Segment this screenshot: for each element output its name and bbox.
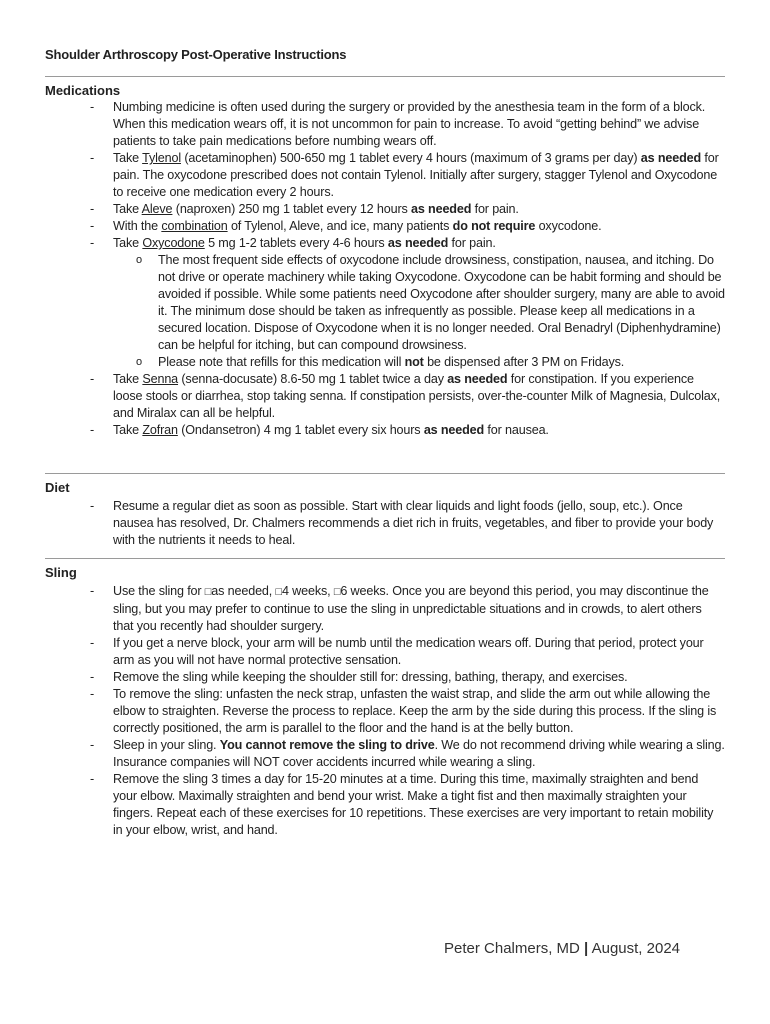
list-item: - Sleep in your sling. You cannot remove the sling to drive. We do not recommend driving while wearing a sling. Insurance companies will NOT cover accidents incurred while wearing a sling.	[45, 737, 725, 771]
list-item: - Take Aleve (naproxen) 250 mg 1 tablet every 12 hours as needed for pain.	[45, 201, 725, 218]
list-item: - Take Zofran (Ondansetron) 4 mg 1 tablet every six hours as needed for nausea.	[45, 422, 725, 439]
drug-name: Zofran	[142, 423, 178, 437]
list-item: - Resume a regular diet as soon as possible. Start with clear liquids and light foods (jello, soup, etc.). Once nausea has resolved, Dr. Chalmers recommends a diet rich in fruits, vegetables, and fiber to provide your body with the nutrients it needs to heal.	[45, 498, 725, 549]
list-item: - Take Tylenol (acetaminophen) 500-650 mg 1 tablet every 4 hours (maximum of 3 grams per day) as needed for pain. The oxycodone prescribed does not contain Tylenol. Initially after surgery, stagger Tylenol and Oxycodone to receive one medication every 2 hours.	[45, 150, 725, 201]
list-item: - If you get a nerve block, your arm will be numb until the medication wears off. During that period, protect your arm as you will not have normal protective sensation.	[45, 635, 725, 669]
drug-name: Aleve	[141, 202, 173, 216]
medications-section	[45, 83, 725, 439]
drug-name: Tylenol	[142, 151, 181, 165]
footer-signature	[444, 940, 680, 957]
list-item: - Remove the sling 3 times a day for 15-20 minutes at a time. During this time, maximally straighten and bend your elbow. Maximally straighten and bend your wrist. Make a tight fist and then maximally straighten your fingers. Repeat each of these exercises for 10 repetitions. These exercises are very important to retain mobility in your elbow, wrist, and hand.	[45, 771, 725, 839]
document-date: August, 2024	[591, 940, 680, 957]
sub-list-item: o The most frequent side effects of oxycodone include drowsiness, constipation, nausea, and itching. Do not drive or operate machinery while taking Oxycodone. Oxycodone can be habit forming and should be avoided if possible. While some patients need Oxycodone after shoulder surgery, many are able to avoid it. The minimum dose should be taken as infrequently as possible. Please keep all medications in a secured location. Dispose of Oxycodone when it is no longer needed. Oral Benadryl (Diphenhydramine) can be helpful for itching, but can compound drowsiness.	[113, 252, 725, 354]
divider	[45, 558, 725, 559]
list-item: - With the combination of Tylenol, Aleve, and ice, many patients do not require oxycodone.	[45, 218, 725, 235]
diet-section	[45, 480, 725, 549]
list-item: - Use the sling for □as needed, □4 weeks, □6 weeks. Once you are beyond this period, you may discontinue the sling, but you may prefer to continue to use the sling in unpredictable situations and in crowds, to alert others that you recently had shoulder surgery.	[45, 583, 725, 635]
section-heading: Sling	[45, 565, 77, 580]
list-item: - Numbing medicine is often used during the surgery or provided by the anesthesia team in the form of a block. When this medication wears off, it is not uncommon for pain to increase. To avoid “getting behind” we advise patients to take pain medications before numbing wears off.	[45, 99, 725, 150]
drug-name: Oxycodone	[142, 236, 205, 250]
list-item: - Take Senna (senna-docusate) 8.6-50 mg 1 tablet twice a day as needed for constipation. If you experience loose stools or diarrhea, stop taking senna. If constipation persists, over-the-counter Milk of Magnesia, Dulcolax, and Miralax can all be helpful.	[45, 371, 725, 422]
checkbox-as-needed[interactable]: □	[204, 586, 212, 598]
section-heading: Diet	[45, 480, 70, 495]
drug-name: Senna	[142, 372, 179, 386]
divider	[45, 473, 725, 474]
list-item: - Remove the sling while keeping the shoulder still for: dressing, bathing, therapy, and exercises.	[45, 669, 725, 686]
sling-section	[45, 565, 725, 839]
checkbox-4-weeks[interactable]: □	[275, 586, 282, 598]
document-title: Shoulder Arthroscopy Post-Operative Instructions	[45, 47, 347, 62]
divider	[45, 76, 725, 77]
author-name: Peter Chalmers, MD	[444, 940, 580, 957]
section-heading: Medications	[45, 83, 121, 98]
list-item: - Take Oxycodone 5 mg 1-2 tablets every 4-6 hours as needed for pain. o The most frequent side effects of oxycodone include drowsiness, constipation, nausea, and itching. Do not drive or operate machinery while taking Oxycodone. Oxycodone can be habit forming and should be avoided if possible. While some patients need Oxycodone after shoulder surgery, many are able to avoid it. The minimum dose should be taken as infrequently as possible. Please keep all medications in a secured location. Dispose of Oxycodone when it is no longer needed. Oral Benadryl (Diphenhydramine) can be helpful for itching, but can compound drowsiness. o Please note that refills for this medication will not be dispensed after 3 PM on Fridays.	[45, 235, 725, 371]
checkbox-6-weeks[interactable]: □	[333, 586, 341, 598]
list-item: - To remove the sling: unfasten the neck strap, unfasten the waist strap, and slide the arm out while allowing the elbow to straighten. Reverse the process to replace. Keep the arm by the side during this process. If the sling is correctly positioned, the arm is parallel to the floor and the hand is at the belly button.	[45, 686, 725, 737]
sub-list-item: o Please note that refills for this medication will not be dispensed after 3 PM on Fridays.	[113, 354, 725, 371]
separator: |	[584, 940, 589, 957]
